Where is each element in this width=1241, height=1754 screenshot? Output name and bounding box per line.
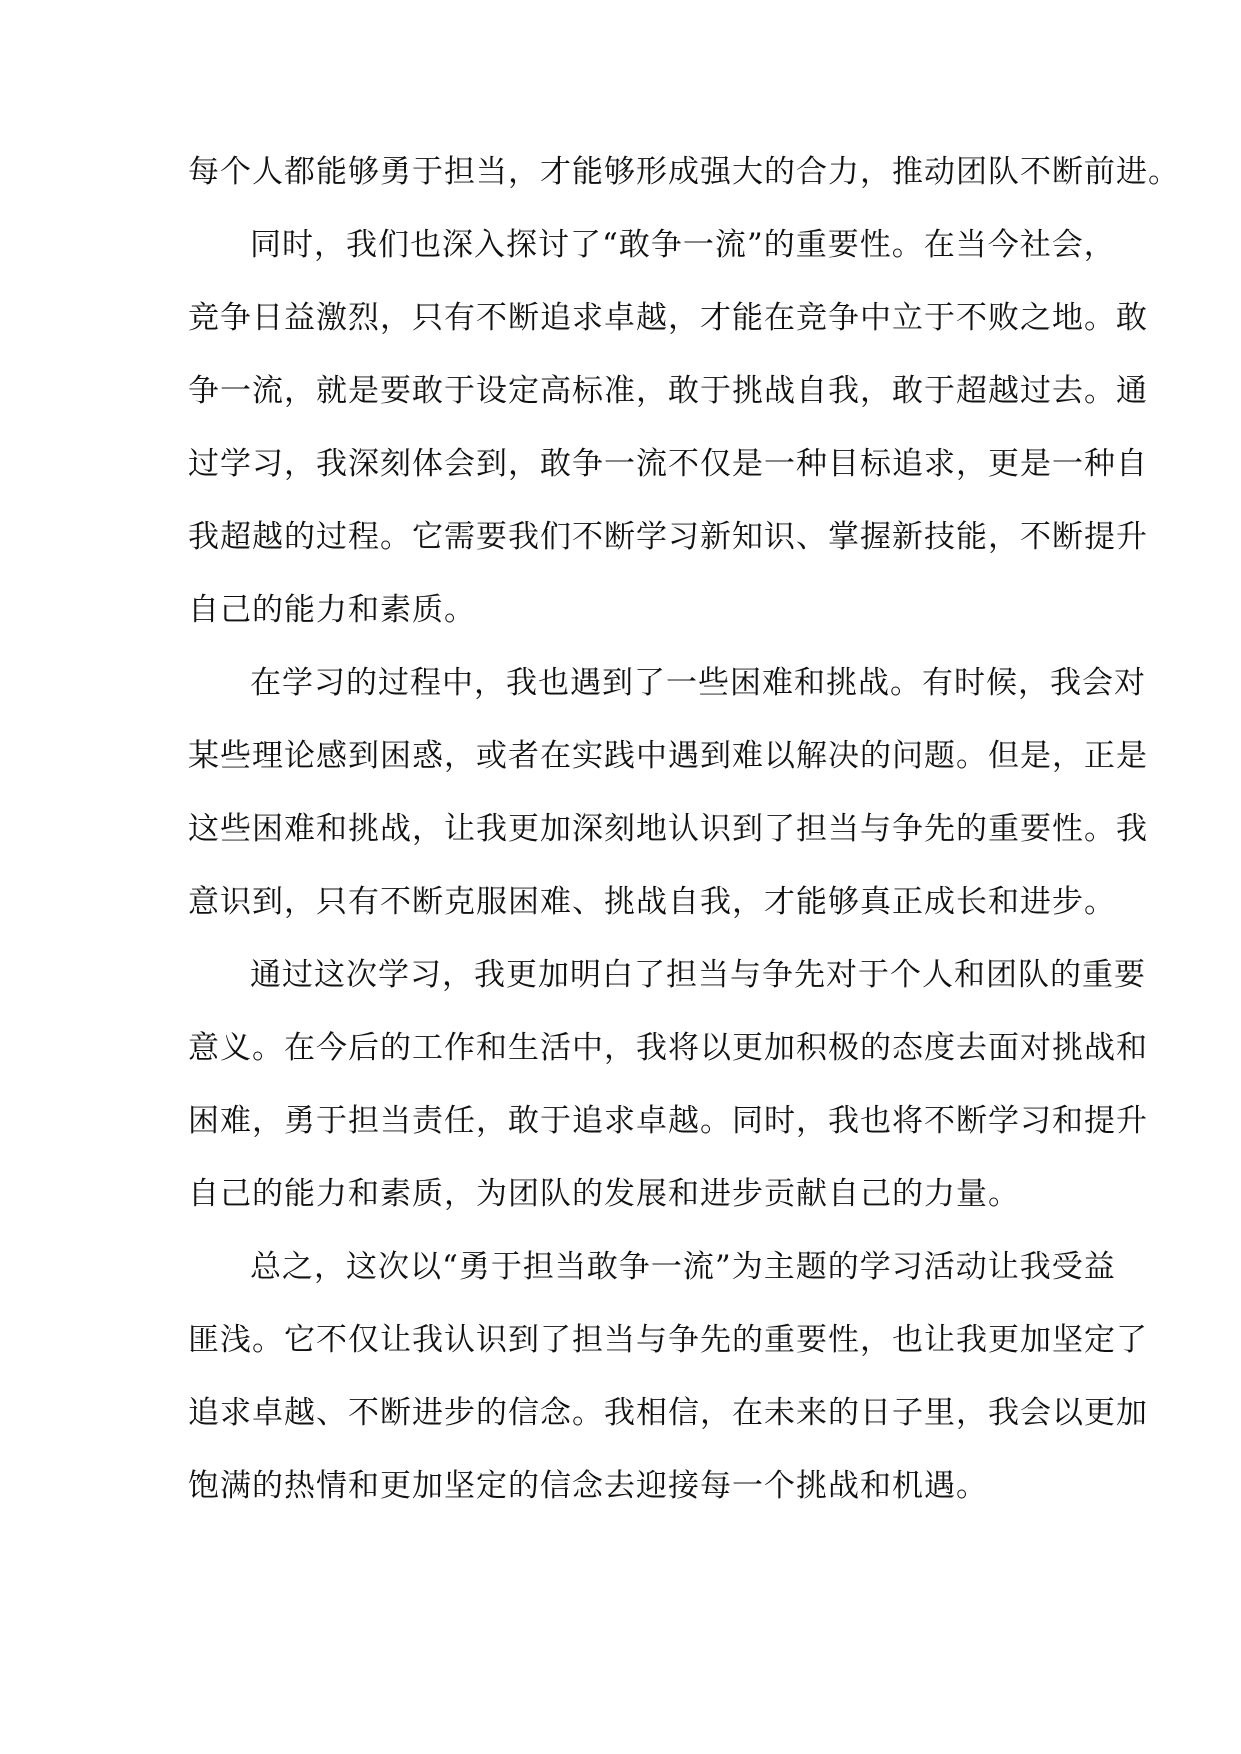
text-line: 自己的能力和素质，为团队的发展和进步贡献自己的力量。 [188, 1176, 1020, 1212]
paragraph-first-line: 在学习的过程中，我也遇到了一些困难和挑战。有时候，我会对 [250, 665, 1146, 701]
text-line: 过学习，我深刻体会到，敢争一流不仅是一种目标追求，更是一种自 [188, 446, 1148, 482]
paragraph-first-line: 同时，我们也深入探讨了“敢争一流”的重要性。在当今社会， [250, 227, 1116, 263]
text-line: 饱满的热情和更加坚定的信念去迎接每一个挑战和机遇。 [188, 1468, 988, 1504]
text-line: 意义。在今后的工作和生活中，我将以更加积极的态度去面对挑战和 [188, 1030, 1148, 1066]
text-line: 我超越的过程。它需要我们不断学习新知识、掌握新技能，不断提升 [188, 519, 1148, 555]
text-line: 困难，勇于担当责任，敢于追求卓越。同时，我也将不断学习和提升 [188, 1103, 1148, 1139]
text-line: 匪浅。它不仅让我认识到了担当与争先的重要性，也让我更加坚定了 [188, 1322, 1148, 1358]
text-line: 某些理论感到困惑，或者在实践中遇到难以解决的问题。但是，正是 [188, 738, 1148, 774]
document-body [188, 136, 1180, 1523]
text-line: 自己的能力和素质。 [188, 592, 476, 628]
text-line: 意识到，只有不断克服困难、挑战自我，才能够真正成长和进步。 [188, 884, 1116, 920]
paragraph-first-line: 通过这次学习，我更加明白了担当与争先对于个人和团队的重要 [250, 957, 1146, 993]
text-line: 每个人都能够勇于担当，才能够形成强大的合力，推动团队不断前进。 [188, 154, 1180, 190]
text-line: 这些困难和挑战，让我更加深刻地认识到了担当与争先的重要性。我 [188, 811, 1148, 847]
paragraph-first-line: 总之，这次以“勇于担当敢争一流”为主题的学习活动让我受益 [250, 1249, 1116, 1285]
text-line: 追求卓越、不断进步的信念。我相信，在未来的日子里，我会以更加 [188, 1395, 1148, 1431]
text-line: 竞争日益激烈，只有不断追求卓越，才能在竞争中立于不败之地。敢 [188, 300, 1148, 336]
text-line: 争一流，就是要敢于设定高标准，敢于挑战自我，敢于超越过去。通 [188, 373, 1148, 409]
